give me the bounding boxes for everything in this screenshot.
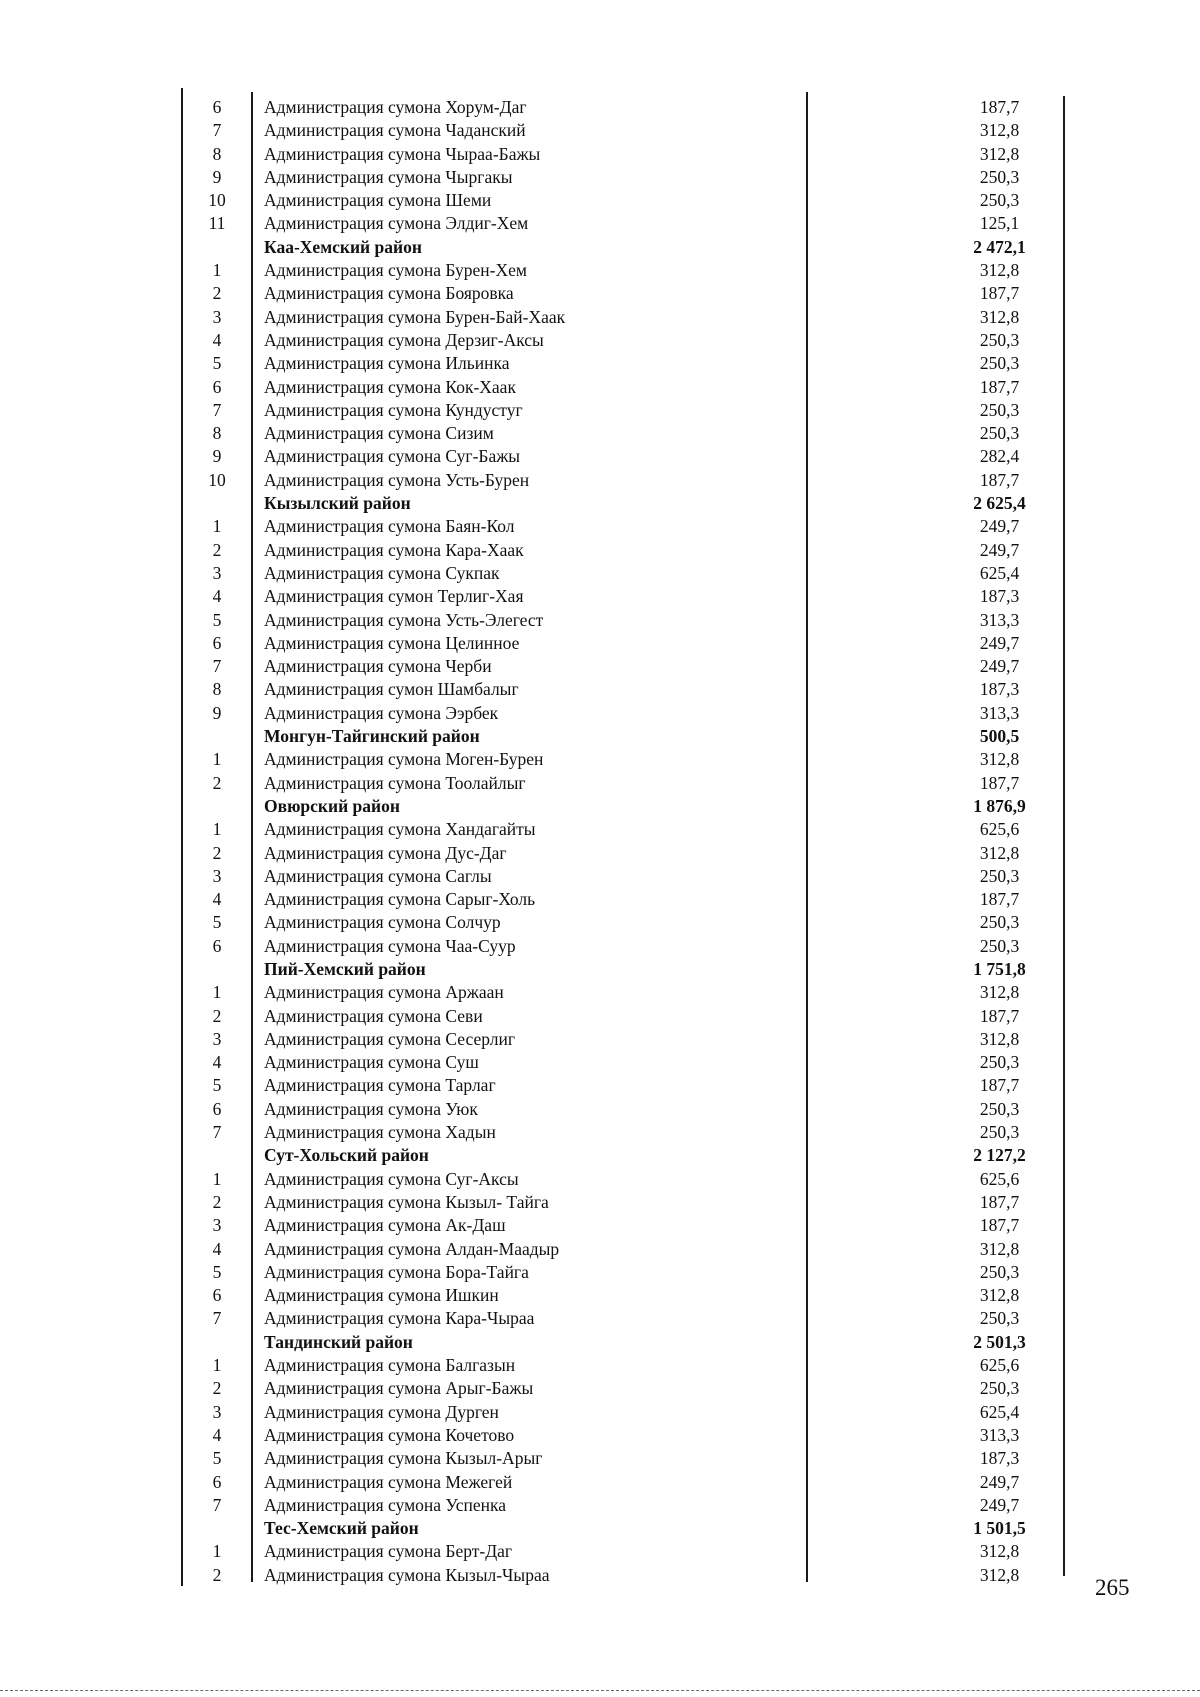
amount-value: 250,3 [979, 1052, 1020, 1073]
row-number: 6 [212, 97, 222, 117]
table-row [182, 1261, 1062, 1284]
administration-name: Администрация сумона Кызыл- Тайга [264, 1191, 549, 1212]
row-number: 7 [212, 1494, 222, 1515]
administration-name: Администрация сумона Чаа-Суур [264, 935, 516, 956]
administration-name: Администрация сумона Кара-Хаак [264, 539, 524, 560]
row-number: 6 [212, 376, 222, 397]
administration-name: Администрация сумона Хорум-Даг [264, 97, 527, 117]
row-number: 4 [212, 329, 222, 350]
administration-name: Администрация сумона Шеми [264, 190, 492, 211]
allocation-table [182, 96, 1062, 1587]
amount-value: 250,3 [979, 1308, 1020, 1329]
amount-value: 312,8 [979, 1028, 1020, 1049]
amount-value: 250,3 [979, 1122, 1020, 1143]
row-number: 3 [212, 562, 222, 583]
administration-name: Администрация сумона Бора-Тайга [264, 1261, 529, 1282]
row-number: 2 [212, 1564, 222, 1585]
administration-name: Администрация сумона Суг-Аксы [264, 1168, 519, 1189]
amount-value: 187,3 [979, 586, 1020, 607]
row-number: 3 [212, 1401, 222, 1422]
row-number: 6 [212, 935, 222, 956]
amount-value: 625,6 [979, 819, 1020, 840]
district-total: 1 751,8 [973, 958, 1026, 979]
amount-value: 312,8 [979, 306, 1020, 327]
district-row [182, 492, 1062, 515]
administration-name: Администрация сумона Успенка [264, 1494, 506, 1515]
amount-value: 249,7 [979, 539, 1020, 560]
district-row [182, 958, 1062, 981]
table-row [182, 1074, 1062, 1097]
administration-name: Администрация сумона Моген-Бурен [264, 749, 544, 770]
district-name: Монгун-Тайгинский район [264, 726, 480, 747]
row-number: 3 [212, 306, 222, 327]
administration-name: Администрация сумона Чыргакы [264, 166, 513, 187]
table-row [182, 1214, 1062, 1237]
table-row [182, 282, 1062, 305]
table-row [182, 376, 1062, 399]
table-row [182, 1471, 1062, 1494]
amount-value: 250,3 [979, 423, 1020, 444]
amount-value: 312,8 [979, 1541, 1020, 1562]
row-number: 1 [212, 1355, 222, 1376]
table-row [182, 1121, 1062, 1144]
table-row [182, 1447, 1062, 1470]
administration-name: Администрация сумона Усть-Элегест [264, 609, 544, 630]
table-row [182, 352, 1062, 375]
amount-value: 249,7 [979, 516, 1020, 537]
page-number: 265 [1095, 1575, 1130, 1600]
administration-name: Администрация сумона Алдан-Маадыр [264, 1238, 560, 1259]
district-row [182, 725, 1062, 748]
table-row [182, 702, 1062, 725]
table-row [182, 515, 1062, 538]
amount-value: 187,7 [979, 1191, 1020, 1212]
table-row [182, 981, 1062, 1004]
table-row [182, 1284, 1062, 1307]
row-number: 1 [212, 819, 222, 840]
table-row [182, 189, 1062, 212]
administration-name: Администрация сумона Хадын [264, 1122, 496, 1143]
district-total: 1 501,5 [973, 1518, 1026, 1539]
administration-name: Администрация сумона Тарлаг [264, 1075, 496, 1096]
district-name: Тес-Хемский район [264, 1518, 419, 1539]
table-row [182, 445, 1062, 468]
row-number: 6 [212, 1285, 222, 1306]
bottom-scan-edge [0, 1690, 1200, 1692]
table-row [182, 1564, 1062, 1587]
row-number: 4 [212, 1052, 222, 1073]
row-number: 2 [212, 842, 222, 863]
administration-name: Администрация сумона Целинное [264, 632, 520, 653]
table-row [182, 119, 1062, 142]
amount-value: 187,7 [979, 772, 1020, 793]
district-name: Кызылский район [264, 493, 411, 514]
row-number: 1 [212, 260, 222, 281]
table-row [182, 329, 1062, 352]
administration-name: Администрация сумона Сарыг-Холь [264, 889, 536, 910]
amount-value: 250,3 [979, 865, 1020, 886]
row-number: 4 [212, 1238, 222, 1259]
amount-value: 250,3 [979, 329, 1020, 350]
administration-name: Администрация сумона Дерзиг-Аксы [264, 329, 544, 350]
administration-name: Администрация сумона Межегей [264, 1471, 513, 1492]
amount-value: 187,7 [979, 376, 1020, 397]
table-row [182, 632, 1062, 655]
amount-value: 187,7 [979, 889, 1020, 910]
table-row [182, 842, 1062, 865]
row-number: 5 [212, 1075, 222, 1096]
table-row [182, 1051, 1062, 1074]
row-number: 2 [212, 1005, 222, 1026]
administration-name: Администрация сумона Сизим [264, 423, 494, 444]
administration-name: Администрация сумона Кызыл-Арыг [264, 1448, 543, 1469]
amount-value: 625,4 [979, 562, 1020, 583]
administration-name: Администрация сумона Элдиг-Хем [264, 213, 529, 234]
administration-name: Администрация сумона Ак-Даш [264, 1215, 506, 1236]
table-row [182, 1354, 1062, 1377]
row-number: 8 [212, 423, 222, 444]
amount-value: 312,8 [979, 1564, 1020, 1585]
table-row [182, 1540, 1062, 1563]
table-row [182, 1377, 1062, 1400]
table-row [182, 609, 1062, 632]
amount-value: 250,3 [979, 399, 1020, 420]
amount-value: 250,3 [979, 1378, 1020, 1399]
district-name: Тандинский район [264, 1331, 413, 1352]
table-row [182, 143, 1062, 166]
row-number: 5 [212, 1261, 222, 1282]
district-total: 2 501,3 [973, 1331, 1026, 1352]
amount-value: 312,8 [979, 749, 1020, 770]
amount-value: 313,3 [979, 702, 1020, 723]
row-number: 5 [212, 353, 222, 374]
table-row [182, 399, 1062, 422]
district-row [182, 236, 1062, 259]
row-number: 6 [212, 1098, 222, 1119]
amount-value: 250,3 [979, 166, 1020, 187]
table-row [182, 166, 1062, 189]
amount-value: 249,7 [979, 632, 1020, 653]
row-number: 7 [212, 656, 222, 677]
row-number: 4 [212, 586, 222, 607]
amount-value: 250,3 [979, 353, 1020, 374]
amount-value: 187,3 [979, 679, 1020, 700]
administration-name: Администрация сумона Севи [264, 1005, 483, 1026]
table-row [182, 1238, 1062, 1261]
table-row [182, 911, 1062, 934]
amount-value: 313,3 [979, 609, 1020, 630]
row-number: 1 [212, 982, 222, 1003]
row-number: 6 [212, 1471, 222, 1492]
district-name: Пий-Хемский район [264, 958, 426, 979]
table-row [182, 1494, 1062, 1517]
administration-name: Администрация сумона Аржаан [264, 982, 504, 1003]
amount-value: 250,3 [979, 935, 1020, 956]
table-row [182, 1401, 1062, 1424]
administration-name: Администрация сумона Кызыл-Чыраа [264, 1564, 550, 1585]
table-row [182, 1098, 1062, 1121]
table-row [182, 539, 1062, 562]
amount-value: 282,4 [979, 446, 1020, 467]
row-number: 3 [212, 1215, 222, 1236]
table-row [182, 748, 1062, 771]
row-number: 7 [212, 120, 222, 141]
administration-name: Администрация сумона Ээрбек [264, 702, 499, 723]
amount-value: 312,8 [979, 982, 1020, 1003]
table-row [182, 585, 1062, 608]
row-number: 7 [212, 1122, 222, 1143]
administration-name: Администрация сумона Сукпак [264, 562, 500, 583]
district-name: Овюрский район [264, 795, 400, 816]
administration-name: Администрация сумона Черби [264, 656, 492, 677]
amount-value: 312,8 [979, 143, 1020, 164]
table-row [182, 1005, 1062, 1028]
amount-value: 625,6 [979, 1168, 1020, 1189]
row-number: 4 [212, 1424, 222, 1445]
table-row [182, 888, 1062, 911]
district-total: 2 625,4 [973, 493, 1026, 514]
amount-value: 625,4 [979, 1401, 1020, 1422]
amount-value: 312,8 [979, 1285, 1020, 1306]
administration-name: Администрация сумона Сесерлиг [264, 1028, 516, 1049]
amount-value: 187,7 [979, 1215, 1020, 1236]
amount-value: 187,7 [979, 1005, 1020, 1026]
row-number: 7 [212, 1308, 222, 1329]
row-number: 8 [212, 679, 222, 700]
administration-name: Администрация сумона Кочетово [264, 1424, 515, 1445]
district-row [182, 795, 1062, 818]
row-number: 2 [212, 283, 222, 304]
row-number: 2 [212, 539, 222, 560]
amount-value: 312,8 [979, 1238, 1020, 1259]
row-number: 4 [212, 889, 222, 910]
row-number: 8 [212, 143, 222, 164]
row-number: 1 [212, 1541, 222, 1562]
table-row [182, 772, 1062, 795]
administration-name: Администрация сумона Кок-Хаак [264, 376, 516, 397]
row-number: 2 [212, 1191, 222, 1212]
row-number: 5 [212, 609, 222, 630]
district-name: Сут-Хольский район [264, 1145, 429, 1166]
row-number: 10 [208, 469, 226, 490]
row-number: 9 [212, 446, 222, 467]
table-row [182, 1424, 1062, 1447]
administration-name: Администрация сумон Терлиг-Хая [264, 586, 524, 607]
amount-value: 312,8 [979, 260, 1020, 281]
administration-name: Администрация сумона Уюк [264, 1098, 478, 1119]
district-name: Каа-Хемский район [264, 236, 422, 257]
amount-value: 313,3 [979, 1424, 1020, 1445]
amount-value: 250,3 [979, 190, 1020, 211]
district-row [182, 1144, 1062, 1167]
table-row [182, 469, 1062, 492]
administration-name: Администрация сумона Балгазын [264, 1355, 516, 1376]
administration-name: Администрация сумона Арыг-Бажы [264, 1378, 534, 1399]
amount-value: 625,6 [979, 1355, 1020, 1376]
row-number: 5 [212, 912, 222, 933]
row-number: 10 [208, 190, 226, 211]
administration-name: Администрация сумона Солчур [264, 912, 501, 933]
row-number: 11 [208, 213, 226, 234]
district-row [182, 1331, 1062, 1354]
table-row [182, 655, 1062, 678]
table-row [182, 865, 1062, 888]
amount-value: 187,7 [979, 469, 1020, 490]
table-row [182, 96, 1062, 119]
amount-value: 250,3 [979, 1261, 1020, 1282]
administration-name: Администрация сумона Бояровка [264, 283, 514, 304]
amount-value: 125,1 [979, 213, 1020, 234]
row-number: 3 [212, 1028, 222, 1049]
row-number: 3 [212, 865, 222, 886]
row-number: 9 [212, 702, 222, 723]
administration-name: Администрация сумона Кундустуг [264, 399, 523, 420]
row-number: 2 [212, 772, 222, 793]
amount-value: 187,7 [979, 1075, 1020, 1096]
table-row [182, 1307, 1062, 1330]
administration-name: Администрация сумона Баян-Кол [264, 516, 515, 537]
row-number: 2 [212, 1378, 222, 1399]
table-row [182, 1168, 1062, 1191]
amount-value: 250,3 [979, 912, 1020, 933]
administration-name: Администрация сумона Суш [264, 1052, 479, 1073]
amount-value: 187,3 [979, 1448, 1020, 1469]
administration-name: Администрация сумона Суг-Бажы [264, 446, 521, 467]
row-number: 5 [212, 1448, 222, 1469]
administration-name: Администрация сумона Ишкин [264, 1285, 499, 1306]
administration-name: Администрация сумона Хандагайты [264, 819, 536, 840]
amount-value: 312,8 [979, 842, 1020, 863]
table-row [182, 1191, 1062, 1214]
amount-value: 249,7 [979, 656, 1020, 677]
administration-name: Администрация сумона Саглы [264, 865, 492, 886]
administration-name: Администрация сумона Дурген [264, 1401, 499, 1422]
amount-value: 187,7 [979, 97, 1020, 117]
amount-value: 249,7 [979, 1494, 1020, 1515]
row-number: 1 [212, 749, 222, 770]
district-total: 2 472,1 [973, 236, 1026, 257]
administration-name: Администрация сумона Тоолайлыг [264, 772, 526, 793]
row-number: 1 [212, 1168, 222, 1189]
administration-name: Администрация сумона Усть-Бурен [264, 469, 530, 490]
administration-name: Администрация сумона Чыраа-Бажы [264, 143, 541, 164]
table-row [182, 818, 1062, 841]
administration-name: Администрация сумона Берт-Даг [264, 1541, 513, 1562]
amount-value: 249,7 [979, 1471, 1020, 1492]
district-row [182, 1517, 1062, 1540]
district-total: 1 876,9 [973, 795, 1026, 816]
row-number: 7 [212, 399, 222, 420]
table-row [182, 306, 1062, 329]
amount-value: 187,7 [979, 283, 1020, 304]
table-row [182, 259, 1062, 282]
administration-name: Администрация сумона Ильинка [264, 353, 510, 374]
amount-value: 250,3 [979, 1098, 1020, 1119]
administration-name: Администрация сумона Бурен-Хем [264, 260, 527, 281]
administration-name: Администрация сумон Шамбалыг [264, 679, 519, 700]
table-row [182, 1028, 1062, 1051]
amount-value: 312,8 [979, 120, 1020, 141]
administration-name: Администрация сумона Бурен-Бай-Хаак [264, 306, 566, 327]
table-row [182, 935, 1062, 958]
table-row [182, 562, 1062, 585]
row-number: 9 [212, 166, 222, 187]
table-row [182, 678, 1062, 701]
district-total: 2 127,2 [973, 1145, 1026, 1166]
administration-name: Администрация сумона Чаданский [264, 120, 526, 141]
row-number: 1 [212, 516, 222, 537]
administration-name: Администрация сумона Дус-Даг [264, 842, 507, 863]
table-row [182, 212, 1062, 235]
administration-name: Администрация сумона Кара-Чыраа [264, 1308, 535, 1329]
district-total: 500,5 [979, 726, 1020, 747]
table-row [182, 422, 1062, 445]
row-number: 6 [212, 632, 222, 653]
